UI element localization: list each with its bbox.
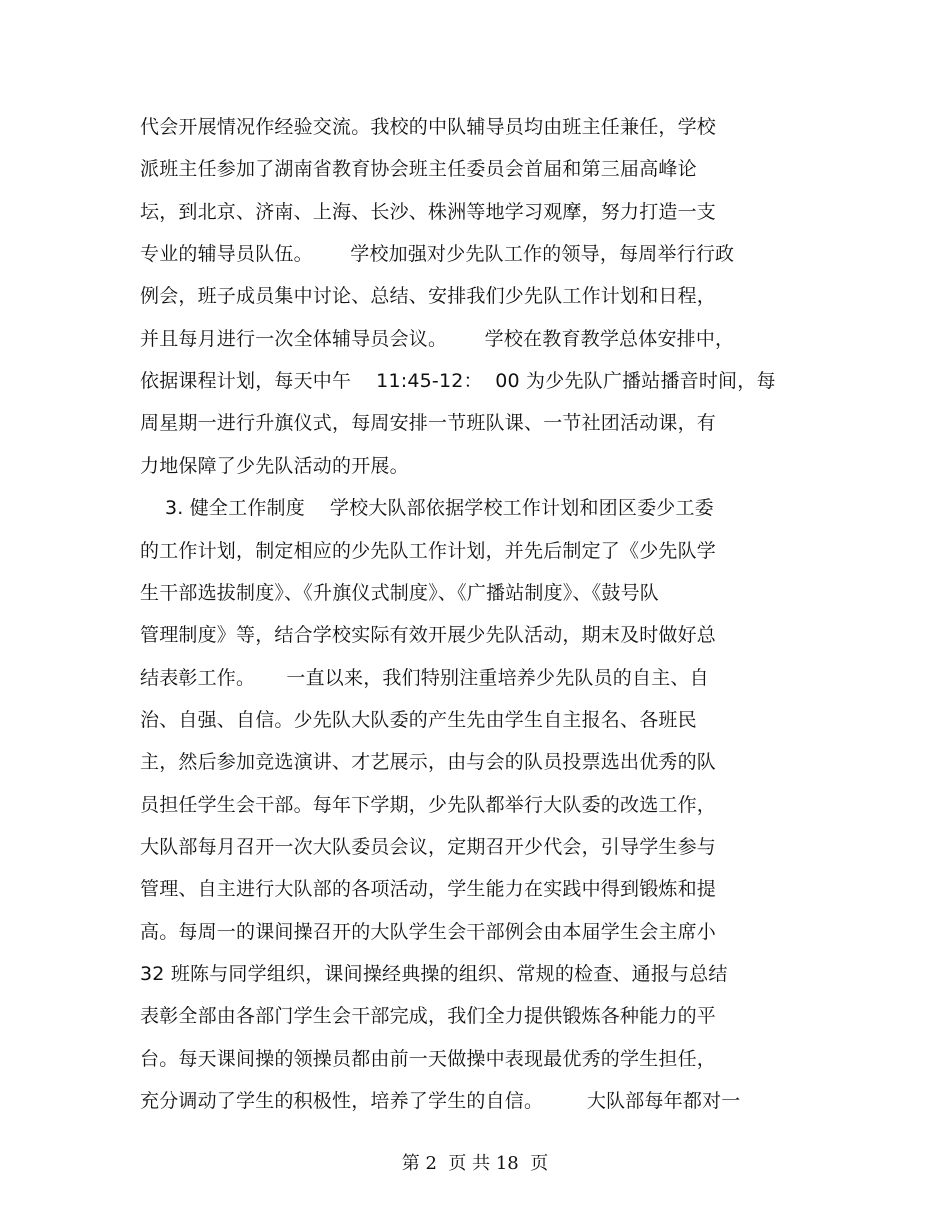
text-line: 专业的辅导员队伍。 学校加强对少先队工作的领导，每周举行行政 (140, 243, 735, 266)
text-line: 结表彰工作。 一直以来，我们特别注重培养少先队员的自主、自 (140, 666, 709, 689)
text-line: 周星期一进行升旗仪式，每周安排一节班队课、一节社团活动课，有 (140, 412, 717, 435)
text-line: 例会，班子成员集中讨论、总结、安排我们少先队工作计划和日程， (140, 285, 717, 308)
text-line: 力地保障了少先队活动的开展。 (140, 454, 409, 477)
text-line: 代会开展情况作经验交流。我校的中队辅导员均由班主任兼任，学校 (140, 116, 717, 138)
text-line: 32 班陈与同学组织，课间操经典操的组织、常规的检查、通报与总结 (140, 963, 728, 985)
text-line: 管理、自主进行大队部的各项活动，学生能力在实践中得到锻炼和提 (140, 878, 717, 901)
text-line: 员担任学生会干部。每年下学期，少先队都举行大队委的改选工作， (140, 793, 717, 816)
text-line: 坛，到北京、济南、上海、长沙、株洲等地学习观摩，努力打造一支 (140, 200, 717, 223)
text-line: 大队部每月召开一次大队委员会议，定期召开少代会，引导学生参与 (140, 835, 717, 858)
text-line: 台。每天课间操的领操员都由前一天做操中表现最优秀的学生担任， (140, 1047, 717, 1070)
text-line: 的工作计划，制定相应的少先队工作计划，并先后制定了《少先队学 (140, 539, 717, 562)
text-line: 3. 健全工作制度 学校大队部依据学校工作计划和团区委少工委 (140, 497, 714, 520)
text-line: 表彰全部由各部门学生会干部完成，我们全力提供锻炼各种能力的平 (140, 1005, 717, 1028)
text-line: 充分调动了学生的积极性，培养了学生的自信。 大队部每年都对一 (140, 1090, 741, 1113)
text-line: 管理制度》等，结合学校实际有效开展少先队活动，期末及时做好总 (140, 624, 717, 647)
text-line: 高。每周一的课间操召开的大队学生会干部例会由本届学生会主席小 (140, 920, 717, 943)
text-line: 依据课程计划，每天中午 11:45-12： 00 为少先队广播站播音时间，每 (140, 370, 776, 393)
text-line: 生干部选拔制度》、《升旗仪式制度》、《广播站制度》、《鼓号队 (140, 581, 660, 604)
page-number-footer: 第 2 页 共 18 页 (401, 1153, 549, 1174)
text-line: 派班主任参加了湖南省教育协会班主任委员会首届和第三届高峰论 (140, 158, 697, 181)
text-line: 主，然后参加竞选演讲、才艺展示，由与会的队员投票选出优秀的队 (140, 751, 717, 774)
text-line: 并且每月进行一次全体辅导员会议。 学校在教育教学总体安排中， (140, 327, 735, 350)
text-line: 治、自强、自信。少先队大队委的产生先由学生自主报名、各班民 (140, 708, 697, 731)
